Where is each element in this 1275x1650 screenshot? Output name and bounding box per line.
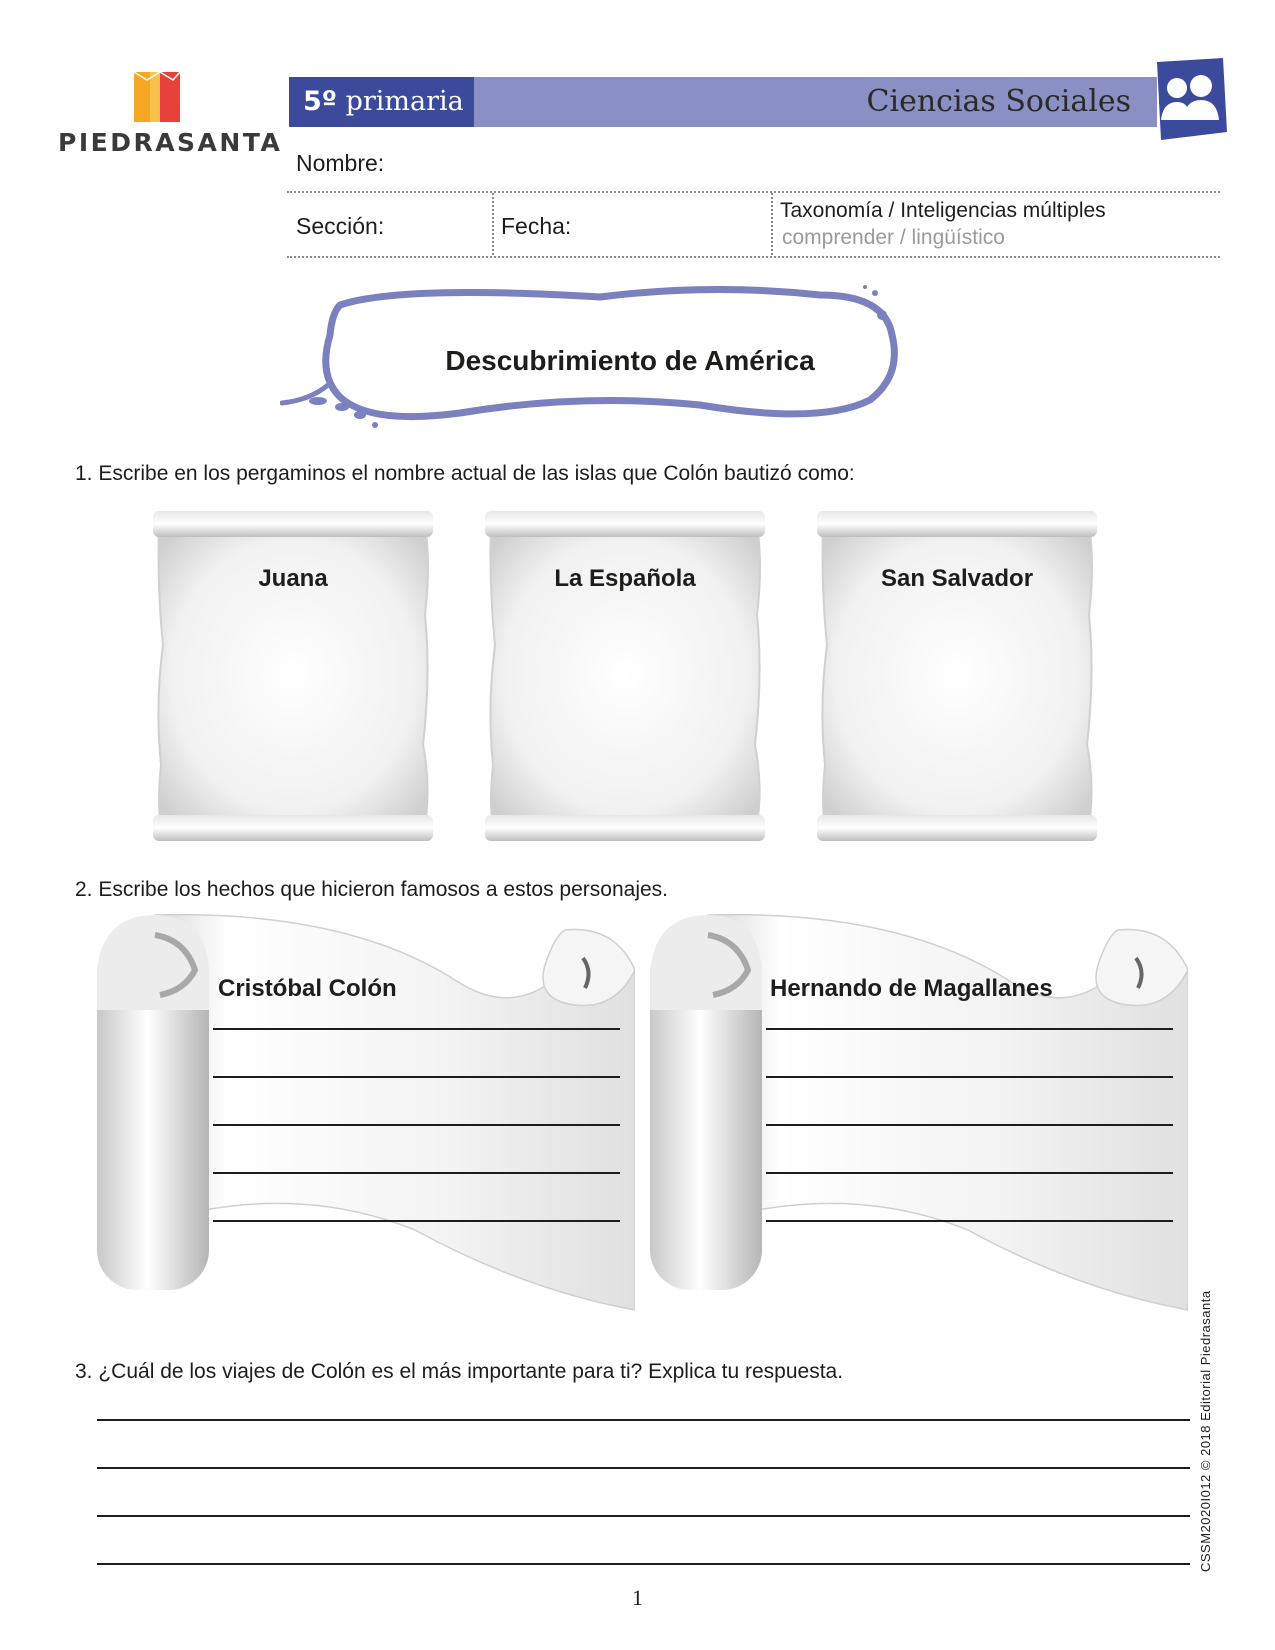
grade-number: 5º [303,86,338,117]
question-2: 2. Escribe los hechos que hicieron famosos a estos personajes. [75,878,668,901]
taxonomy-value: comprender / lingüístico [782,226,1005,249]
parchment-scroll-2 [485,505,765,845]
form-divider-v1 [492,193,494,255]
answer-line[interactable] [97,1515,1190,1517]
page-number: 1 [632,1585,643,1610]
form-divider-bottom [287,256,1220,258]
fecha-label: Fecha: [501,213,572,239]
answer-line[interactable] [766,1220,1173,1222]
island-label-2: La Española [554,565,696,592]
seccion-label: Sección: [296,213,385,239]
parchment-scroll-1 [153,505,433,845]
answer-line[interactable] [213,1172,620,1174]
answer-line[interactable] [213,1124,620,1126]
copyright-note: CSSM2020I012 © 2018 Editorial Piedrasanta [1198,1290,1213,1572]
taxonomy-title: Taxonomía / Inteligencias múltiples [780,199,1106,222]
answer-line[interactable] [213,1028,620,1030]
form-divider-v2 [771,193,773,255]
banner-scroll-2 [648,910,1188,1330]
island-label-1: Juana [258,565,328,592]
answer-line[interactable] [213,1076,620,1078]
island-label-3: San Salvador [880,565,1034,592]
answer-line[interactable] [766,1028,1173,1030]
parchment-scroll-3 [817,505,1097,845]
answer-line[interactable] [97,1563,1190,1565]
answer-line[interactable] [213,1220,620,1222]
question-3: 3. ¿Cuál de los viajes de Colón es el más importante para ti? Explica tu respuesta. [75,1360,844,1383]
nombre-label: Nombre: [296,150,385,176]
banner-scroll-1 [95,910,635,1330]
answer-line[interactable] [97,1467,1190,1469]
answer-line[interactable] [766,1076,1173,1078]
person-label-2: Hernando de Magallanes [770,975,1053,1002]
grade-label [289,77,474,127]
answer-line[interactable] [97,1419,1190,1421]
brand-name: PIEDRASANTA [58,128,283,157]
question-1: 1. Escribe en los pergaminos el nombre actual de las islas que Colón bautizó como: [75,462,855,485]
person-label-1: Cristóbal Colón [218,975,397,1002]
people-group-icon [1147,58,1229,144]
page-title: Descubrimiento de América [445,345,815,376]
answer-line[interactable] [766,1124,1173,1126]
subject-title: Ciencias Sociales [866,84,1131,119]
form-divider-top [287,191,1220,193]
answer-line[interactable] [766,1172,1173,1174]
grade-text: primaria [345,86,464,117]
